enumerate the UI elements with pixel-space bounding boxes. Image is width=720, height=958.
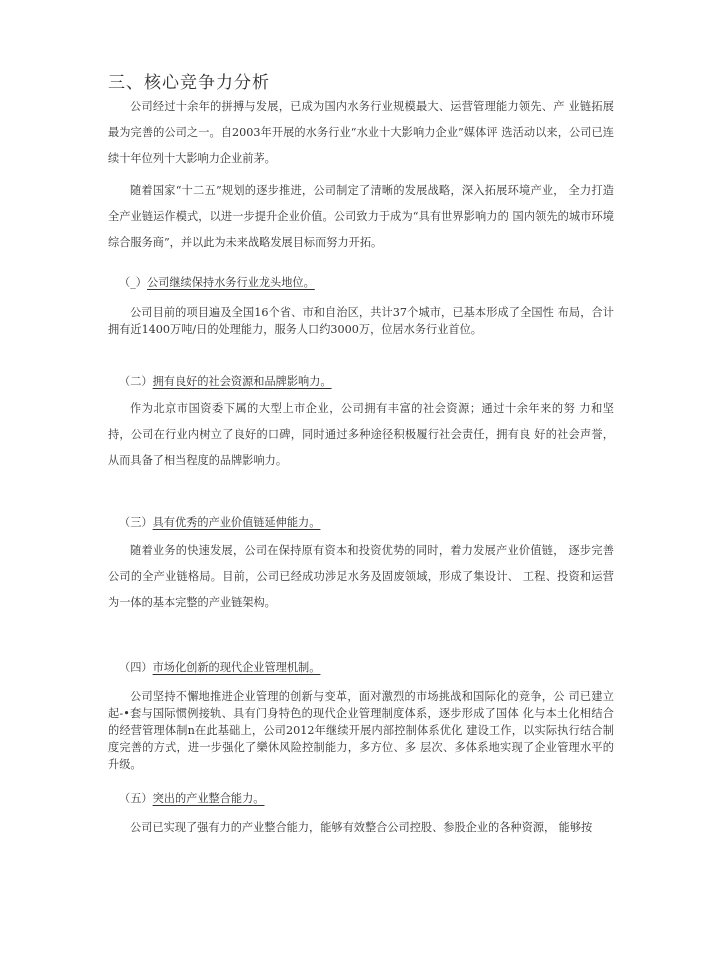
subheading-3-title: 具有优秀的产业价值链延伸能力。 [152, 516, 321, 529]
subheading-1-title: 公司继续保持水务行业龙头地位。 [146, 276, 315, 289]
subheading-4 [119, 659, 320, 675]
subheading-5-number: （五） [119, 792, 153, 805]
subheading-5 [119, 790, 264, 806]
section-3-paragraph: 随着业务的快速发展，公司在保持原有资本和投资优势的同时，着力发展产业价值链， 逐步完善公司的全产业链格局。目前，公司已经成功涉足水务及固废领域，形成了集设计、 工程、投资和运营为一体的基本完整的产业链架构。 [108, 544, 614, 609]
section-4-paragraph: 公司坚持不懈地推进企业管理的创新与变革，面对激烈的市场挑战和国际化的竞争，公 司已建立起-•套与国际惯例接轨、具有门身特色的现代企业管理制度体系，逐步形成了国体 化与本土化相结合的经营管理体制n在此基础上，公司2012年继续开展内部控制体系优化 建设工作，以实际执行结合制度完善的方式，进一步强化了樂休风险控制能力，多方位、多 层次、多体系地实现了企业管理水平的升级。 [108, 690, 614, 771]
subheading-3-number: （三） [119, 516, 153, 529]
subheading-2-number: （二） [119, 375, 153, 388]
section-2-paragraph: 作为北京市国资委下属的大型上市企业，公司拥有丰富的社会资源；通过十余年来的努 力和坚持，公司在行业内树立了良好的口碑，同时通过多种途径积极履行社会责任，拥有良 好的社会声誉，从而具备了相当程度的品牌影响力。 [108, 402, 614, 467]
subheading-3 [119, 514, 320, 530]
subheading-2 [119, 373, 332, 389]
intro-paragraph-2: 随着国家“十二五”规划的逐步推进，公司制定了清晰的发展战略，深入拓展环境产业， 全力打造全产业链运作模式，以进一步提升企业价值。公司致力于成为“具有世界影响力的 国内领先的城市环境综合服务商”，并以此为未来战略发展目标而努力开拓。 [108, 184, 614, 249]
section-heading: 三、核心竞争力分析 [108, 73, 270, 93]
subheading-1 [119, 274, 315, 290]
subheading-1-number: （_） [119, 276, 147, 289]
section-1-paragraph: 公司目前的项目遍及全国16个省、市和自治区，共计37个城市，已基本形成了全国性 布局，合计拥有近1400万吨/日的处理能力，服务人口约3000万，位居水务行业首位。 [108, 306, 614, 336]
intro-paragraph-1: 公司经过十余年的拼搏与发展，已成为国内水务行业规模最大、运营管理能力领先、产 业链拓展最为完善的公司之一。自2003年开展的水务行业“水业十大影响力企业”媒体评 选活动以来，公司已连续十年位列十大影响力企业前茅。 [108, 100, 614, 165]
subheading-4-number: （四） [119, 661, 153, 674]
subheading-4-title: 市场化创新的现代企业管理机制。 [152, 661, 321, 674]
subheading-5-title: 突出的产业整合能力。 [152, 792, 265, 805]
subheading-2-title: 拥有良好的社会资源和品牌影响力。 [152, 375, 332, 388]
section-5-paragraph: 公司已实现了强有力的产业整合能力，能够有效整合公司控股、参股企业的各种资源， 能够按 [130, 821, 593, 834]
